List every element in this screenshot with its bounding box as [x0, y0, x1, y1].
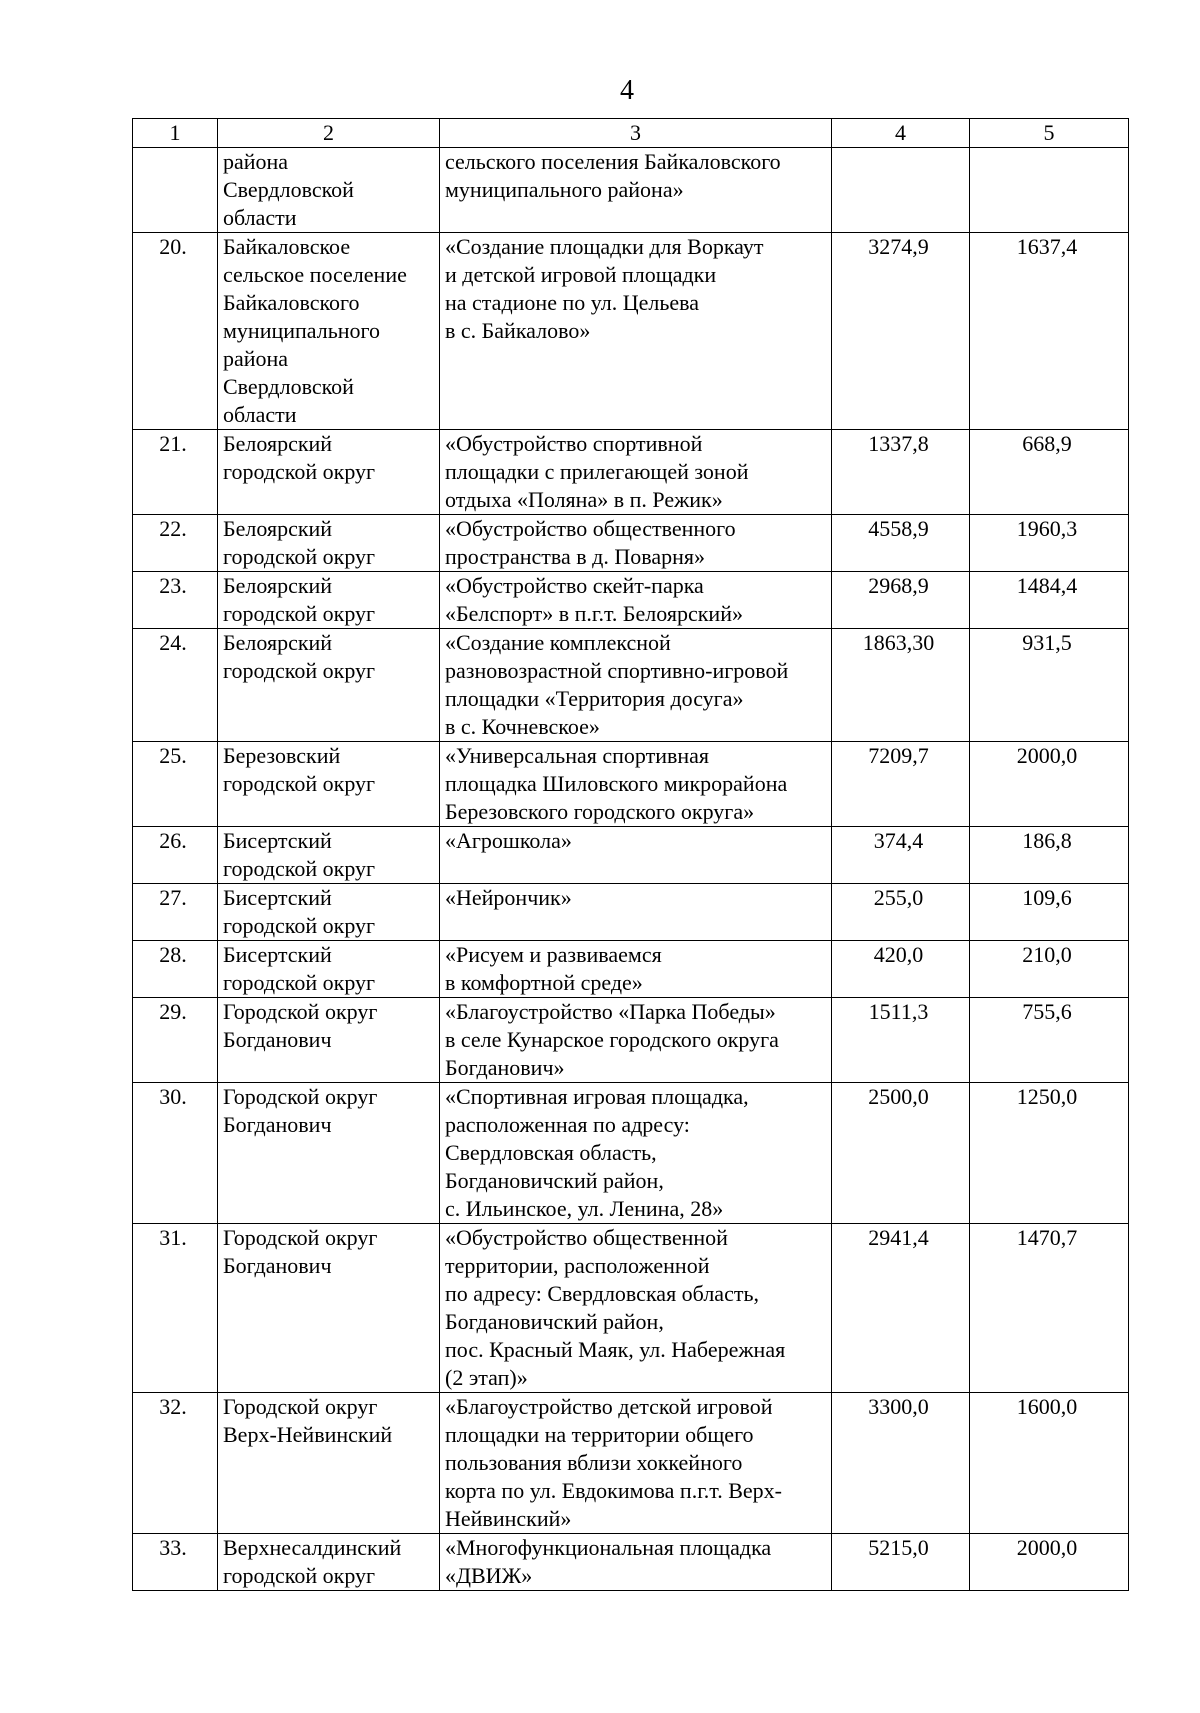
row-number-cell: 26. [133, 827, 218, 884]
subsidy-amount-cell: 1637,4 [970, 233, 1129, 430]
subsidy-amount-cell: 1960,3 [970, 515, 1129, 572]
table-row [133, 430, 1129, 515]
table-row [133, 148, 1129, 233]
project-name-cell: «Создание площадки для Воркаут и детской игровой площадки на стадионе по ул. Цельева в с. Байкалово» [440, 233, 832, 430]
table-row [133, 515, 1129, 572]
row-number-cell [133, 148, 218, 233]
subsidy-amount-cell: 1470,7 [970, 1224, 1129, 1393]
municipality-cell: Бисертский городской округ [218, 884, 440, 941]
row-number-cell: 20. [133, 233, 218, 430]
project-name-cell: «Обустройство спортивной площадки с прилегающей зоной отдыха «Поляна» в п. Режик» [440, 430, 832, 515]
project-name-cell: «Спортивная игровая площадка, расположенная по адресу: Свердловская область, Богдановичский район, с. Ильинское, ул. Ленина, 28» [440, 1083, 832, 1224]
row-number-cell: 33. [133, 1534, 218, 1591]
project-name-cell: «Обустройство общественного пространства в д. Поварня» [440, 515, 832, 572]
table-row [133, 827, 1129, 884]
municipality-cell: Городской округ Богданович [218, 1083, 440, 1224]
table-row [133, 998, 1129, 1083]
page-number: 4 [620, 75, 634, 106]
total-cost-cell: 255,0 [832, 884, 970, 941]
project-name-cell: «Нейрончик» [440, 884, 832, 941]
municipality-cell: Байкаловское сельское поселение Байкаловского муниципального района Свердловской области [218, 233, 440, 430]
municipality-cell: Бисертский городской округ [218, 827, 440, 884]
column-header: 1 [133, 119, 218, 148]
project-name-cell: «Благоустройство детской игровой площадки на территории общего пользования вблизи хоккейного корта по ул. Евдокимова п.г.т. Верх- Нейвинский» [440, 1393, 832, 1534]
subsidy-amount-cell: 668,9 [970, 430, 1129, 515]
project-name-cell: «Агрошкола» [440, 827, 832, 884]
row-number-cell: 31. [133, 1224, 218, 1393]
municipality-cell: Березовский городской округ [218, 742, 440, 827]
subsidy-amount-cell: 109,6 [970, 884, 1129, 941]
table-row [133, 1393, 1129, 1534]
subsidy-amount-cell: 2000,0 [970, 1534, 1129, 1591]
subsidy-amount-cell: 931,5 [970, 629, 1129, 742]
total-cost-cell: 1511,3 [832, 998, 970, 1083]
row-number-cell: 24. [133, 629, 218, 742]
table-row [133, 1224, 1129, 1393]
project-name-cell: «Обустройство общественной территории, расположенной по адресу: Свердловская область, Богдановичский район, пос. Красный Маяк, ул. Набережная (2 этап)» [440, 1224, 832, 1393]
total-cost-cell: 2500,0 [832, 1083, 970, 1224]
projects-table [132, 118, 1129, 1591]
total-cost-cell: 420,0 [832, 941, 970, 998]
table-row [133, 1083, 1129, 1224]
total-cost-cell [832, 148, 970, 233]
subsidy-amount-cell: 2000,0 [970, 742, 1129, 827]
total-cost-cell: 3274,9 [832, 233, 970, 430]
municipality-cell: Белоярский городской округ [218, 629, 440, 742]
row-number-cell: 27. [133, 884, 218, 941]
subsidy-amount-cell: 1484,4 [970, 572, 1129, 629]
column-header: 4 [832, 119, 970, 148]
municipality-cell: района Свердловской области [218, 148, 440, 233]
municipality-cell: Городской округ Богданович [218, 998, 440, 1083]
project-name-cell: «Многофункциональная площадка «ДВИЖ» [440, 1534, 832, 1591]
project-name-cell: «Универсальная спортивная площадка Шиловского микрорайона Березовского городского округа» [440, 742, 832, 827]
column-header: 5 [970, 119, 1129, 148]
total-cost-cell: 374,4 [832, 827, 970, 884]
table-row [133, 884, 1129, 941]
total-cost-cell: 5215,0 [832, 1534, 970, 1591]
row-number-cell: 29. [133, 998, 218, 1083]
table-row [133, 742, 1129, 827]
table-row [133, 941, 1129, 998]
row-number-cell: 28. [133, 941, 218, 998]
table-body [133, 148, 1129, 1591]
subsidy-amount-cell: 186,8 [970, 827, 1129, 884]
project-name-cell: «Обустройство скейт-парка «Белспорт» в п.г.т. Белоярский» [440, 572, 832, 629]
row-number-cell: 22. [133, 515, 218, 572]
project-name-cell: «Создание комплексной разновозрастной спортивно-игровой площадки «Территория досуга» в с. Кочневское» [440, 629, 832, 742]
row-number-cell: 32. [133, 1393, 218, 1534]
total-cost-cell: 4558,9 [832, 515, 970, 572]
municipality-cell: Бисертский городской округ [218, 941, 440, 998]
total-cost-cell: 3300,0 [832, 1393, 970, 1534]
table-header-row [133, 119, 1129, 148]
subsidy-amount-cell [970, 148, 1129, 233]
total-cost-cell: 7209,7 [832, 742, 970, 827]
subsidy-amount-cell: 1250,0 [970, 1083, 1129, 1224]
municipality-cell: Городской округ Богданович [218, 1224, 440, 1393]
table-row [133, 233, 1129, 430]
total-cost-cell: 2941,4 [832, 1224, 970, 1393]
project-name-cell: «Благоустройство «Парка Победы» в селе Кунарское городского округа Богданович» [440, 998, 832, 1083]
municipality-cell: Белоярский городской округ [218, 572, 440, 629]
table-row [133, 629, 1129, 742]
subsidy-amount-cell: 755,6 [970, 998, 1129, 1083]
total-cost-cell: 2968,9 [832, 572, 970, 629]
municipality-cell: Белоярский городской округ [218, 430, 440, 515]
total-cost-cell: 1863,30 [832, 629, 970, 742]
municipality-cell: Городской округ Верх-Нейвинский [218, 1393, 440, 1534]
row-number-cell: 23. [133, 572, 218, 629]
column-header: 3 [440, 119, 832, 148]
municipality-cell: Верхнесалдинский городской округ [218, 1534, 440, 1591]
row-number-cell: 21. [133, 430, 218, 515]
row-number-cell: 25. [133, 742, 218, 827]
municipality-cell: Белоярский городской округ [218, 515, 440, 572]
subsidy-amount-cell: 1600,0 [970, 1393, 1129, 1534]
project-name-cell: сельского поселения Байкаловского муниципального района» [440, 148, 832, 233]
table-row [133, 1534, 1129, 1591]
table-row [133, 572, 1129, 629]
total-cost-cell: 1337,8 [832, 430, 970, 515]
row-number-cell: 30. [133, 1083, 218, 1224]
subsidy-amount-cell: 210,0 [970, 941, 1129, 998]
column-header: 2 [218, 119, 440, 148]
project-name-cell: «Рисуем и развиваемся в комфортной среде» [440, 941, 832, 998]
